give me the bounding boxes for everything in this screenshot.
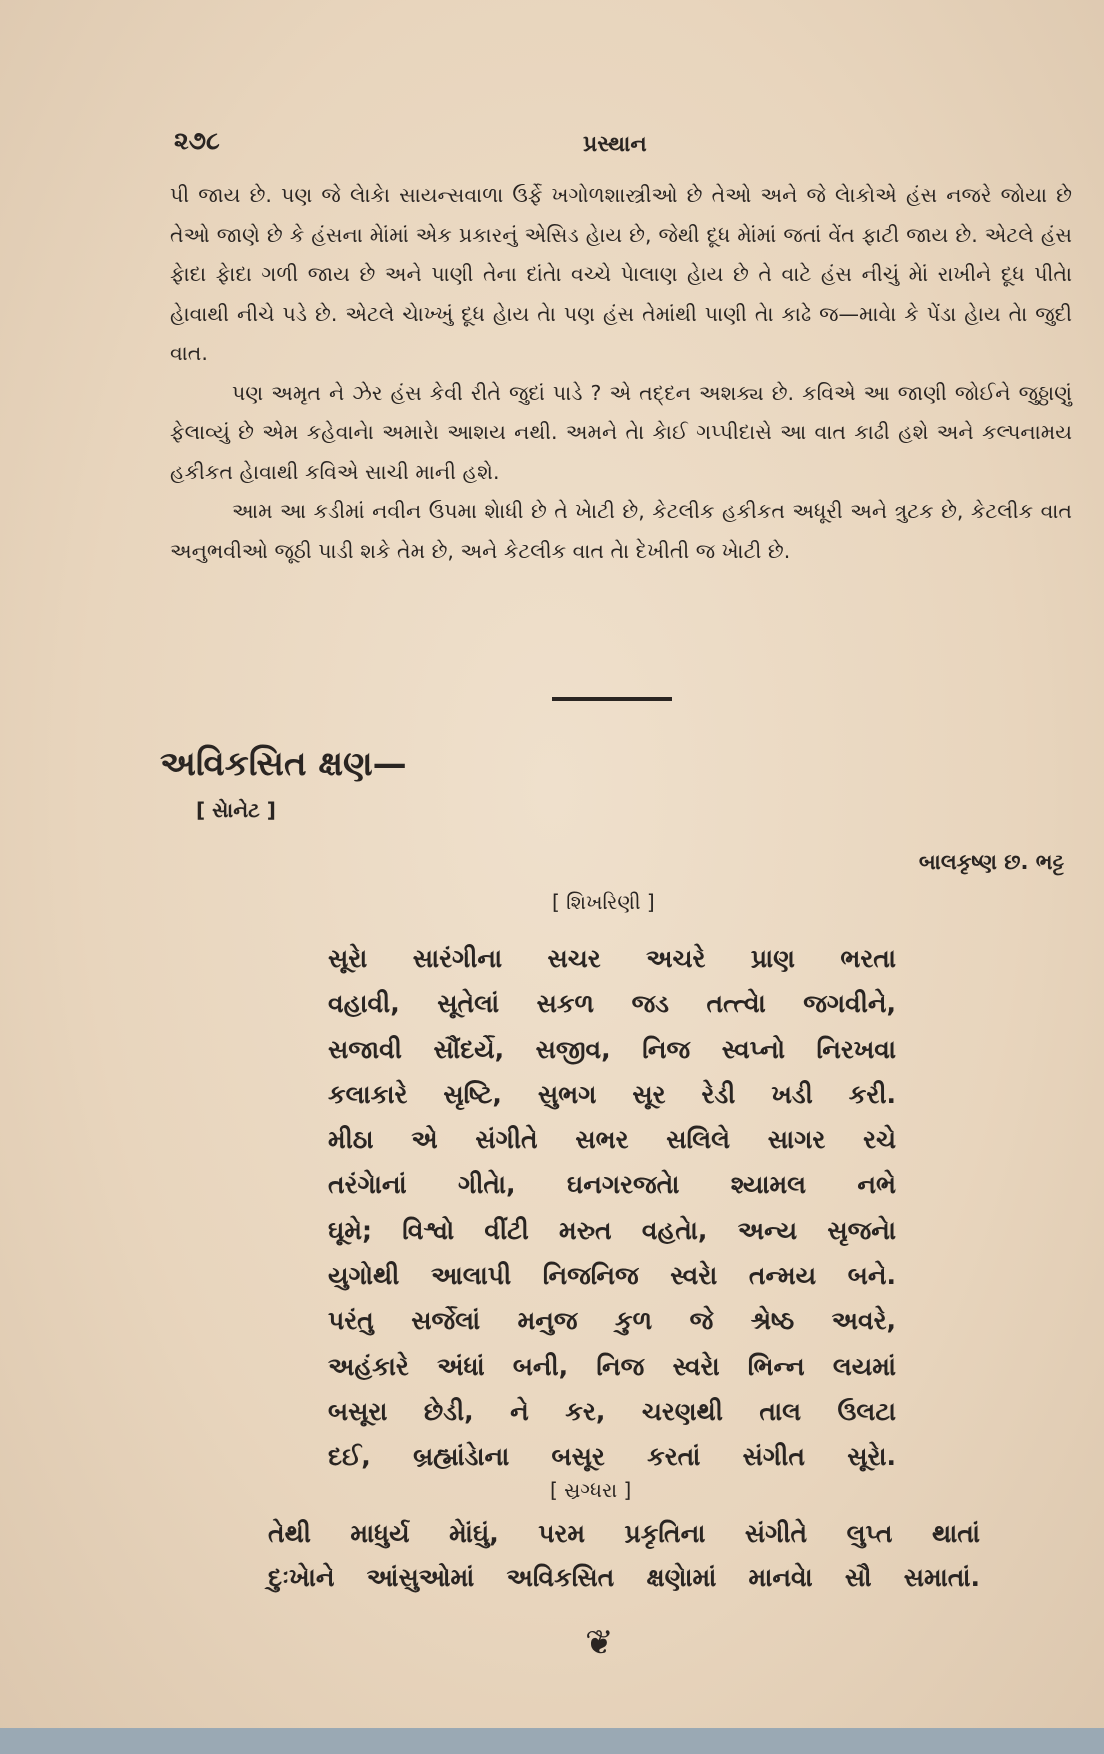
meter-label-shikharini: [ શિખરિણી ] — [552, 890, 655, 914]
section-divider — [552, 697, 672, 701]
poem-line: પરંતુ સર્જેલાં મનુજ કુળ જે શ્રેષ્ઠ અવરે, — [328, 1306, 896, 1336]
poem-line: યુગોથી આલાપી નિજનિજ સ્વરેા તન્મય બને. — [328, 1261, 896, 1291]
poem-line: કલાકારે સૃષ્ટિ, સુભગ સૂર રેડી ખડી કરી. — [328, 1079, 896, 1109]
sonnet-stanza — [328, 936, 896, 1480]
closing-couplet — [268, 1512, 980, 1600]
poem-line: મીઠા એ સંગીતે સભર સલિલે સાગર રચે — [328, 1125, 896, 1155]
poem-line: સજાવી સૌંદર્યે, સજીવ, નિજ સ્વપ્નો નિરખવા — [328, 1034, 896, 1064]
prose-paragraph-3: આમ આ કડીમાં નવીન ઉપમા શેાધી છે તે ખેાટી છે, કેટલીક હકીકત અધૂરી અને ત્રુટક છે, કેટલીક વાત અનુભવીઓ જૂઠી પાડી શકે તેમ છે, અને કેટલીક વાત તેા દેખીતી જ ખેાટી છે. — [170, 499, 1072, 563]
poem-line: બસૂરા છેડી, ને કર, ચરણથી તાલ ઉલટા — [328, 1396, 896, 1426]
running-title: પ્રસ્થાન — [583, 132, 647, 157]
prose-paragraph-1: પી જાય છે. પણ જે લેાકેા સાયન્સવાળા ઉર્ફે ખગોળશાસ્ત્રીઓ છે તેઓ અને જે લેાકોએ હંસ નજરે જોયા છે તેઓ જાણે છે કે હંસના મેાંમાં એક પ્રકારનું એસિડ હેાય છે, જેથી દૂધ મેાંમાં જતાં વેંત ફાટી જાય છે. એટલે હંસ ફેાદા ફેાદા ગળી જાય છે અને પાણી તેના દાંતેા વચ્ચે પેાલાણ હેાય છે તે વાટે હંસ નીચું મેાં રાખીને દૂધ પીતેા હેાવાથી નીચે પડે છે. એટલે ચેાખ્ખું દૂધ હેાય તેા પણ હંસ તેમાંથી પાણી તેા કાઢે જ—માવેા કે પેંડા હેાય તેા જુદી વાત. — [170, 183, 1072, 365]
prose-paragraph-2: પણ અમૃત ને ઝેર હંસ કેવી રીતે જુદાં પાડે ? એ તદ્દન અશક્ય છે. કવિએ આ જાણી જોઈને જુઠ્ઠાણું ફેલાવ્યું છે એમ કહેવાનેા અમારેા આશય નથી. અમને તેા કેાઈ ગપ્પીદાસે આ વાત કાઢી હશે અને કલ્પનામય હકીકત હેાવાથી કવિએ સાચી માની હશે. — [170, 380, 1072, 484]
poem-title: અવિકસિત ક્ષણ— — [160, 744, 407, 784]
poem-line: વહાવી, સૂતેલાં સકળ જડ તત્ત્વેા જગવીને, — [328, 989, 896, 1019]
poem-subtitle: [ સેાનેટ ] — [196, 798, 276, 822]
page-number: ૨૭૮ — [174, 126, 220, 155]
poem-line: તરંગાેનાં ગીતેા, ઘનગરજતેા શ્યામલ નભે — [328, 1170, 896, 1200]
floral-ornament-icon: ❦ — [585, 1623, 614, 1663]
poem-line: અહંકારે અંધાં બની, નિજ સ્વરેા ભિન્ન લયમાં — [328, 1351, 896, 1381]
scan-bottom-edge — [0, 1728, 1104, 1754]
prose-block — [170, 176, 1072, 571]
poem-line: સૂરેા સારંગીના સચર અચરે પ્રાણ ભરતા — [328, 944, 896, 973]
poem-author: બાલકૃષ્ણ છ. ભટ્ટ — [918, 850, 1064, 874]
poem-line: ઘૂમે; વિશ્વો વીંટી મરુત વહતેા, અન્ય સૃજનેા — [328, 1215, 896, 1245]
couplet-line: દુઃખેાને આંસુઓમાં અવિકસિત ક્ષણેામાં માનવેા સૌ સમાતાં. — [268, 1563, 980, 1592]
couplet-line: તેથી માધુર્ય મેાંઘું, પરમ પ્રકૃતિના સંગીતે લુપ્ત થાતાં — [268, 1519, 980, 1548]
poem-line: દઈ, બ્રહ્માંડેાના બસૂર કરતાં સંગીત સૂરેા. — [328, 1442, 896, 1472]
meter-label-sragdhara: [ સ્રગ્ધરા ] — [550, 1478, 632, 1502]
